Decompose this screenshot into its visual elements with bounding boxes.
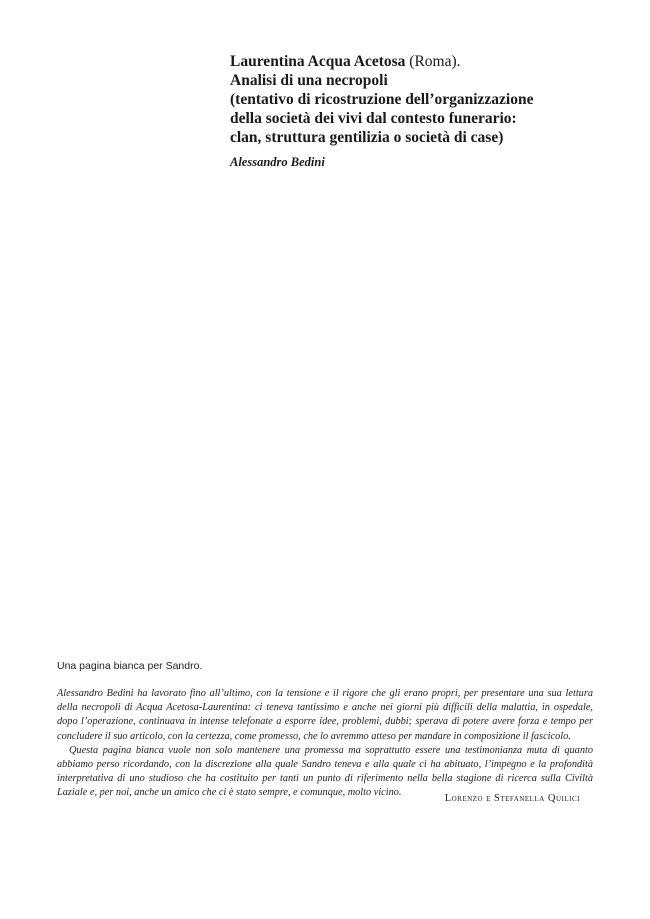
title-line-1-plain: (Roma).: [405, 53, 461, 70]
title-line-1-bold: Laurentina Acqua Acetosa: [230, 53, 406, 70]
memorial-paragraph-1: Alessandro Bedini ha lavorato fino all’ultimo, con la tensione e il rigore che gli erano propri, per presentare una sua lettura della necropoli di Acqua Acetosa-Laurentina: ci teneva tantissimo e anche nei giorni più difficili della malattia, in ospedale, dopo l’operazione, continuava in intense telefonate a esporre idee, problemi, dubbi; sperava di potere avere forza e tempo per concludere il suo articolo, con la certezza, come promesso, che lo avremmo atteso per mandare in composizione il fascicolo.: [57, 688, 593, 742]
title-line-3: (tentativo di ricostruzione dell’organizzazione: [230, 91, 534, 108]
title-line-2: Analisi di una necropoli: [230, 72, 388, 89]
article-title-block: [230, 52, 630, 170]
author-name: Alessandro Bedini: [230, 155, 325, 169]
title-line-4: della società dei vivi dal contesto funerario:: [230, 110, 517, 127]
title-line-1: [230, 52, 630, 71]
memorial-note: [57, 687, 593, 801]
dedication-line: Una pagina bianca per Sandro.: [57, 660, 203, 672]
title-line-5: clan, struttura gentilizia o società di case): [230, 129, 504, 146]
signature: Lorenzo e Stefanella Quilici: [444, 793, 580, 804]
memorial-paragraph-2: Questa pagina bianca vuole non solo mantenere una promessa ma soprattutto essere una testimonianza muta di quanto abbiamo perso ricordando, con la discrezione alla quale Sandro teneva e alla quale ci ha abituato, l’impegno e la profondità interpretativa di uno studioso che ha costituito per tanti un punto di riferimento nella bella stagione di ricerca sulla Civiltà Laziale e, per noi, anche un amico che ci è stato sempre, e comunque, molto vicino.: [57, 744, 593, 799]
